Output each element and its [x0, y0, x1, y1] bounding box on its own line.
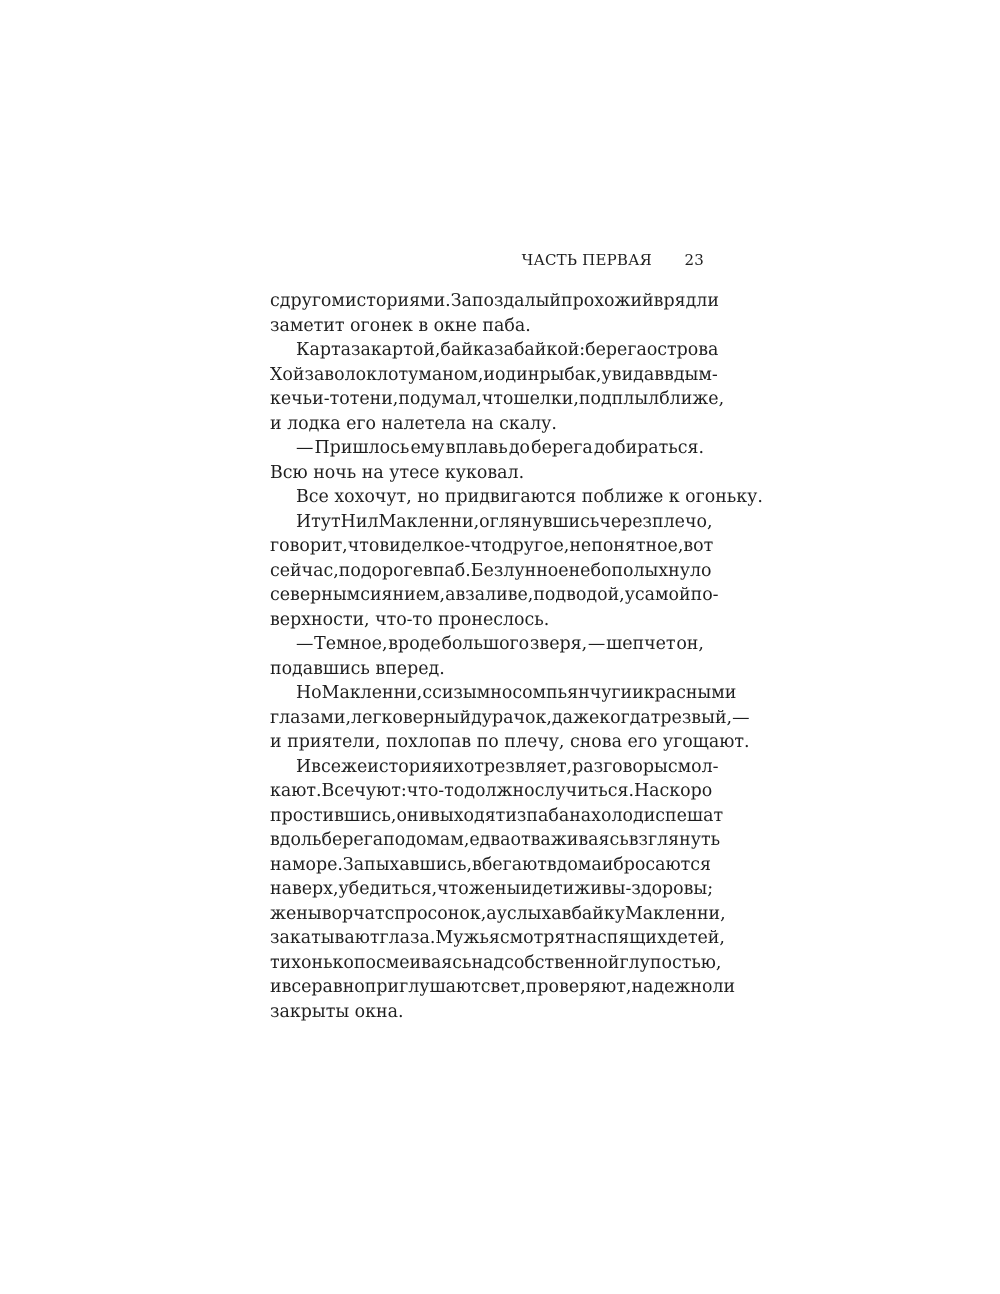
body-text	[270, 289, 763, 1024]
text-line: Карта за картой, байка за байкой: берега острова	[296, 340, 719, 360]
text-line: говорит, что видел кое-что другое, непонятное, вот	[270, 536, 714, 556]
text-line: вдоль берега по домам, едва отваживаясь взглянуть	[270, 830, 721, 850]
text-line: И тут Нил Макленни, оглянувшись через плечо,	[296, 511, 713, 532]
text-line: Но Макленни, с сизым носом пьянчуги и красными	[296, 683, 737, 703]
text-line: и лодка его налетела на скалу.	[270, 413, 557, 434]
section-title: ЧАСТЬ ПЕРВАЯ	[521, 251, 652, 269]
text-line: — Пришлось ему вплавь до берега добираться.	[296, 438, 704, 458]
running-header	[270, 248, 704, 272]
text-line: — Темное, вроде большого зверя, — шепчет он,	[296, 634, 704, 654]
text-line: Всю ночь на утесе куковал.	[270, 462, 525, 483]
text-line: и приятели, похлопав по плечу, снова его угощают.	[270, 732, 750, 752]
text-line: закрыты окна.	[270, 1001, 404, 1022]
text-line: северным сиянием, а в заливе, под водой, у самой по-	[270, 585, 719, 605]
text-line: тихонько посмеиваясь над собственной глупостью,	[270, 952, 722, 973]
text-line: сейчас, по дороге в паб. Безлунное небо полыхнуло	[270, 560, 712, 581]
text-line: простившись, они выходят из паба на холод и спешат	[270, 805, 724, 826]
text-line: с другом историями. Запоздалый прохожий вряд ли	[270, 291, 719, 311]
text-line: И все же история их отрезвляет, разговоры смол-	[296, 756, 719, 777]
text-line: жены ворчат спросонок, а услыхав байку Макленни,	[270, 903, 726, 924]
text-line: верхности, что-то пронеслось.	[270, 609, 550, 630]
text-line: на море. Запыхавшись, вбегают в дома и бросаются	[270, 854, 711, 875]
text-line: подавшись вперед.	[270, 658, 445, 679]
text-line: заметит огонек в окне паба.	[270, 315, 531, 336]
text-line: и все равно приглушают свет, проверяют, надежно ли	[270, 977, 736, 997]
text-line: кают. Все чуют: что-то должно случиться. Наскоро	[270, 781, 713, 801]
text-line: Хой заволокло туманом, и один рыбак, увидав в дым-	[270, 364, 718, 385]
text-line: глазами, легковерный дурачок, даже когда трезвый, —	[270, 707, 750, 728]
text-line: Все хохочут, но придвигаются поближе к огоньку.	[296, 487, 763, 507]
text-line: ке чьи-то тени, подумал, что шелки, подплыл ближе,	[270, 389, 725, 409]
text-line: наверх, убедиться, что жены и дети живы-здоровы;	[270, 879, 714, 899]
text-line: закатывают глаза. Мужья смотрят на спящих детей,	[270, 928, 725, 948]
page-number: 23	[684, 251, 704, 269]
